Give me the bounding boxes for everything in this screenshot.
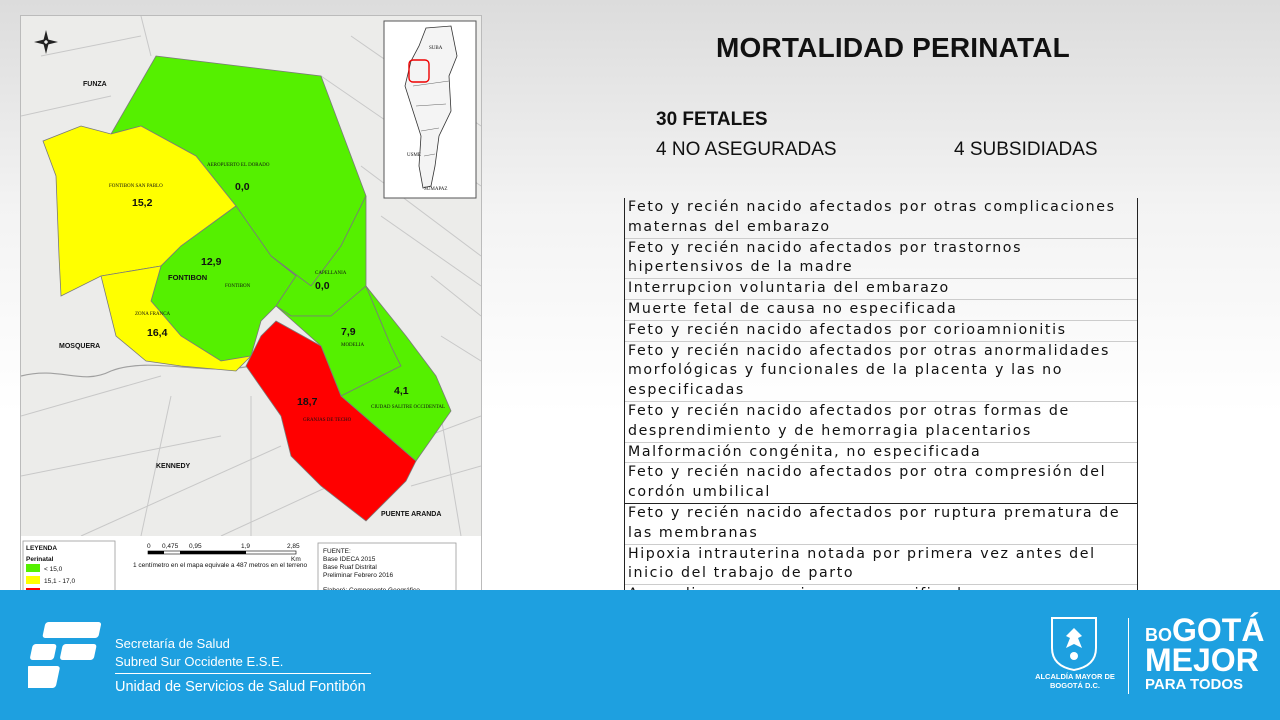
bogota-gota: GOTÁ (1172, 612, 1265, 648)
causes-table (624, 198, 1138, 627)
label-puente-aranda: PUENTE ARANDA (381, 511, 442, 518)
scale-tick-3: 1,9 (241, 543, 251, 550)
scale-tick-1: 0,475 (162, 543, 179, 550)
zone-value-salitre: 4,1 (394, 385, 409, 397)
cause-row: Feto y recién nacido afectados por otras complicaciones maternas del embarazo (625, 198, 1137, 239)
footer-divider (1128, 618, 1129, 694)
cause-row: Feto y recién nacido afectados por ruptura prematura de las membranas (625, 504, 1137, 545)
brand-divider (115, 673, 371, 674)
bogota-bo: BO (1145, 625, 1172, 645)
zone-value-san-pablo: 15,2 (132, 197, 153, 209)
label-funza: FUNZA (83, 81, 107, 88)
zone-name-capellania: CAPELLANIA (315, 271, 347, 276)
fontibon-perinatal-map (20, 15, 482, 622)
label-mosquera: MOSQUERA (59, 343, 101, 350)
cause-row: Feto y recién nacido afectados por trastornos hipertensivos de la madre (625, 239, 1137, 280)
inset-label-suba: SUBA (429, 46, 443, 51)
source-line-1: Base IDECA 2015 (323, 556, 376, 563)
cause-row: Feto y recién nacido afectados por corioamnionitis (625, 321, 1137, 342)
legend-heading: LEYENDA (26, 545, 58, 552)
zone-value-granjas: 18,7 (297, 396, 318, 408)
scale-unit: Km (291, 556, 301, 563)
zone-value-modelia: 7,9 (341, 326, 356, 338)
zone-name-granjas: GRANJAS DE TECHO (303, 418, 352, 423)
cause-row: Muerte fetal de causa no especificada (625, 300, 1137, 321)
bogota-mejor-logo (1145, 614, 1264, 692)
scale-tick-4: 2,85 (287, 543, 300, 550)
zone-name-zona-franca: ZONA FRANCA (135, 312, 171, 317)
source-line-2: Base Ruaf Distrital (323, 564, 377, 571)
zone-value-fontibon: 12,9 (201, 256, 222, 268)
zone-name-aeropuerto: AEROPUERTO EL DORADO (207, 163, 270, 168)
slide-title: MORTALIDAD PERINATAL (716, 32, 1070, 63)
scale-tick-2: 0,95 (189, 543, 202, 550)
zone-value-capellania: 0,0 (315, 280, 330, 292)
brand-secretaria: Secretaría de Salud (115, 636, 230, 651)
bogota-shield-icon (1048, 614, 1100, 672)
cause-row: Hipoxia intrauterina notada por primera vez antes del inicio del trabajo de parto (625, 545, 1137, 586)
cause-row: Interrupcion voluntaria del embarazo (625, 279, 1137, 300)
subred-logo-icon (28, 620, 108, 692)
cause-row: Feto y recién nacido afectados por otra compresión del cordón umbilical (625, 463, 1137, 504)
label-fontibon-main: FONTIBON (168, 273, 208, 282)
zone-value-zona-franca: 16,4 (147, 327, 168, 339)
brand-unidad: Unidad de Servicios de Salud Fontibón (115, 679, 366, 695)
fetales-count: 30 FETALES (656, 109, 768, 130)
inset-label-usme: USME (407, 153, 421, 158)
bogota-mejor: MEJOR (1145, 642, 1259, 678)
source-line-3: Preliminar Febrero 2016 (323, 572, 394, 579)
legend-swatch-yellow (26, 576, 40, 584)
zone-name-fontibon: FONTIBON (225, 284, 251, 289)
label-kennedy: KENNEDY (156, 463, 191, 470)
cause-row: Feto y recién nacido afectados por otras anormalidades morfológicas y funcionales de la placenta y las no especificadas (625, 342, 1137, 402)
subsidiadas-count: 4 SUBSIDIADAS (954, 139, 1098, 160)
cause-row: Feto y recién nacido afectados por otras formas de desprendimiento y de hemorragia placentarios (625, 402, 1137, 443)
zone-value-aeropuerto: 0,0 (235, 181, 250, 193)
scale-tick-0: 0 (147, 543, 151, 550)
legend-subheading: Perinatal (26, 556, 54, 563)
inset-label-sumapaz: SUMAPAZ (424, 187, 448, 192)
source-heading: FUENTE: (323, 548, 351, 555)
no-aseguradas-count: 4 NO ASEGURADAS (656, 139, 837, 160)
zone-name-salitre: CIUDAD SALITRE OCCIDENTAL (371, 405, 446, 410)
legend-label-green: < 15,0 (44, 566, 63, 573)
alcaldia-label: ALCALDÍA MAYOR DE BOGOTÁ D.C. (1035, 672, 1115, 690)
map-svg (21, 16, 481, 621)
zone-name-san-pablo: FONTIBON SAN PABLO (109, 184, 163, 189)
cause-row: Malformación congénita, no especificada (625, 443, 1137, 464)
legend-label-yellow: 15,1 - 17,0 (44, 578, 76, 585)
scale-note: 1 centímetro en el mapa equivale a 487 metros en el terreno (133, 562, 308, 569)
bogota-para-todos: PARA TODOS (1145, 676, 1244, 693)
zone-name-modelia: MODELIA (341, 343, 365, 348)
brand-subred: Subred Sur Occidente E.S.E. (115, 654, 284, 669)
inset-locator-map (384, 21, 476, 198)
legend-swatch-green (26, 564, 40, 572)
